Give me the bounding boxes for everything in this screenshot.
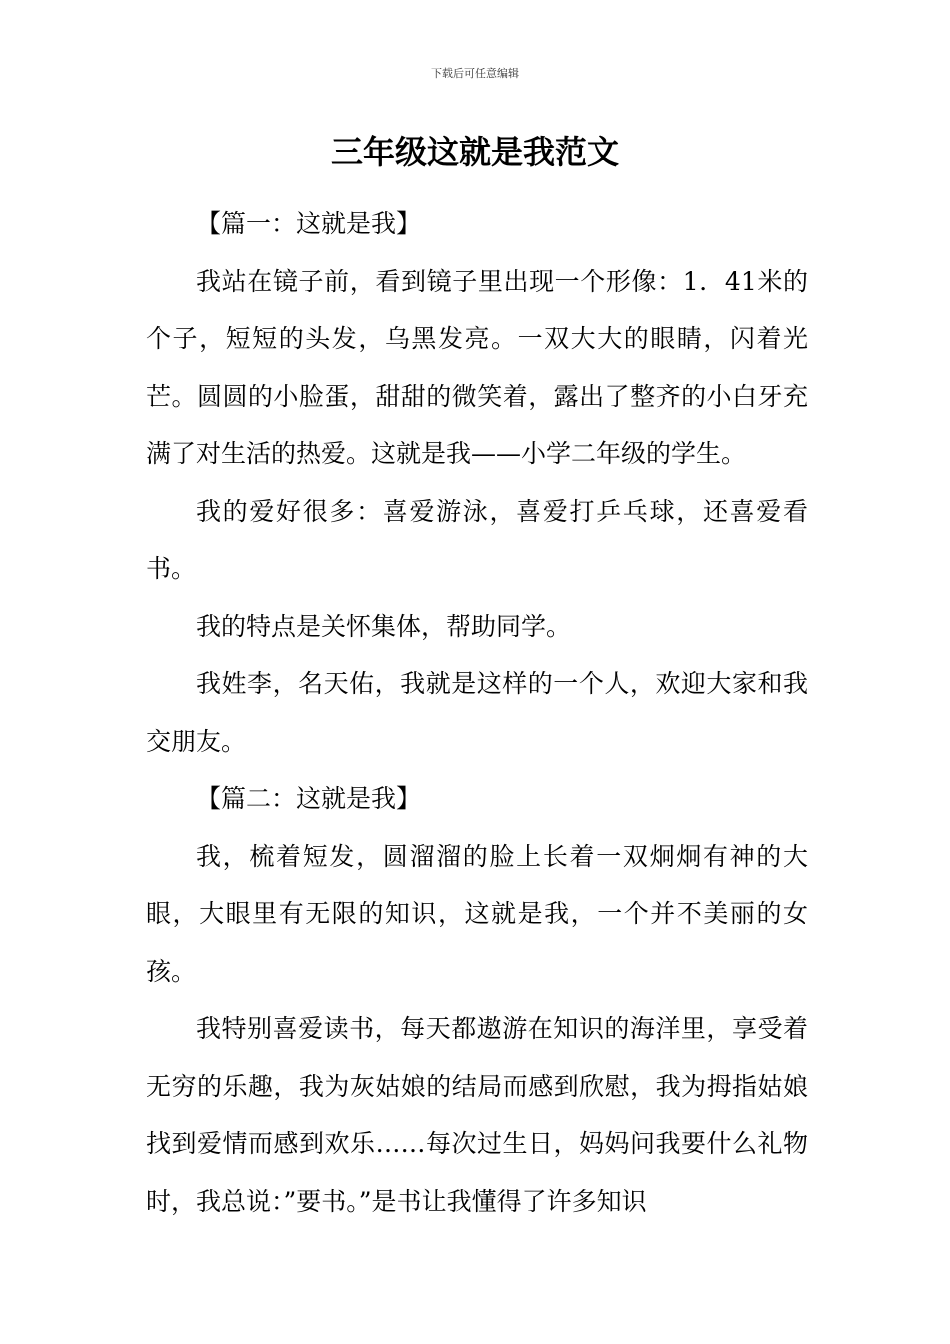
document-body xyxy=(146,195,808,1230)
body-paragraph: 我，梳着短发，圆溜溜的脸上长着一双炯炯有神的大眼，大眼里有无限的知识，这就是我，一个并不美丽的女孩。 xyxy=(146,841,808,986)
page-header: 下载后可任意编辑 xyxy=(431,67,519,80)
section-heading: 【篇二：这就是我】 xyxy=(196,784,422,813)
body-paragraph: 我的特点是关怀集体，帮助同学。 xyxy=(196,611,572,641)
document-title: 三年级这就是我范文 xyxy=(330,133,619,171)
body-paragraph: 我的爱好很多：喜爱游泳，喜爱打乒乓球，还喜爱看书。 xyxy=(146,496,808,583)
section-heading: 【篇一：这就是我】 xyxy=(196,209,422,238)
body-paragraph: 我站在镜子前，看到镜子里出现一个形像：1．41米的个子，短短的头发，乌黑发亮。一双大大的眼睛，闪着光芒。圆圆的小脸蛋，甜甜的微笑着，露出了整齐的小白牙充满了对生活的热爱。这就是我——小学二年级的学生。 xyxy=(146,266,808,468)
body-paragraph: 我姓李，名天佑，我就是这样的一个人，欢迎大家和我交朋友。 xyxy=(146,669,808,756)
body-paragraph: 我特别喜爱读书，每天都遨游在知识的海洋里，享受着无穷的乐趣，我为灰姑娘的结局而感到欣慰，我为拇指姑娘找到爱情而感到欢乐……每次过生日，妈妈问我要什么礼物时，我总说：”要书。”是书让我懂得了许多知识 xyxy=(146,1014,808,1216)
